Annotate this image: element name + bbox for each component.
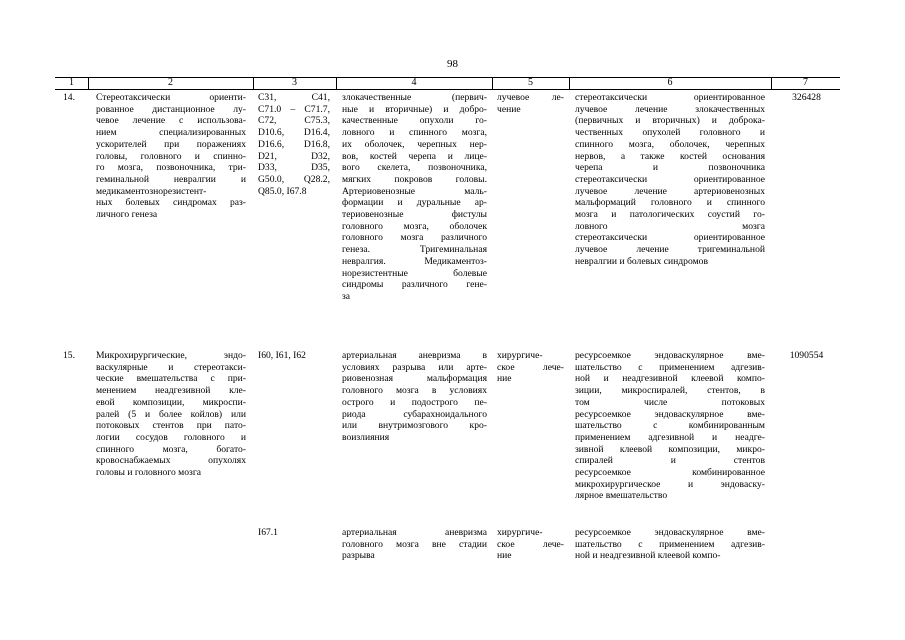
text-line: D16.6, D16.8,: [258, 138, 330, 150]
text-line: ресурсоемкое эндоваскулярное вме-: [575, 350, 765, 361]
text-line: ные и вторичные) и добро-: [342, 103, 487, 115]
text-line: Микрохирургические, эндо-: [96, 350, 246, 361]
text-line: норезистентные болевые: [342, 267, 487, 279]
text-line: формации и дуральные ар-: [342, 197, 487, 209]
text-line: васкулярные и стереотакси-: [96, 361, 246, 373]
text-line: разрыва: [342, 550, 375, 562]
text-line: ловного мозга: [575, 220, 765, 232]
text-line: за: [342, 290, 351, 302]
text-line: воизлияния: [342, 431, 390, 443]
text-line: невралгии и болевых синдромов: [575, 255, 708, 267]
text-line: Артериовенозные маль-: [342, 185, 487, 197]
text-line: зивной клеевой композиции, микро-: [575, 443, 765, 455]
text-line: лучевое ле-: [497, 92, 564, 103]
text-line: головного мозга различного: [342, 232, 487, 244]
text-line: стереотаксически ориентированное: [575, 92, 765, 103]
cell-method: [575, 92, 765, 268]
text-line: черепа и позвоночника: [575, 162, 765, 174]
text-line: ловного и спинного мозга,: [342, 127, 487, 139]
text-line: применением адгезивной и неадге-: [575, 431, 765, 443]
text-line: ускорителей при поражениях: [96, 138, 246, 150]
text-line: D33, D35,: [258, 162, 330, 174]
header-col-7: 7: [803, 77, 808, 88]
text-line: синдромы различного гене-: [342, 279, 487, 291]
text-line: ское лече-: [497, 361, 564, 373]
cell-treatment: [497, 92, 564, 115]
text-line: рованное дистанционное лу-: [96, 103, 246, 115]
text-line: условиях разрыва или арте-: [342, 361, 487, 373]
text-line: ресурсоемкое комбинированное: [575, 467, 765, 479]
cell-cost: 1090554: [789, 350, 824, 361]
text-line: евой композиции, микроспи-: [96, 396, 246, 408]
text-line: териовенозные фистулы: [342, 209, 487, 221]
text-line: нервов, а также костей основания: [575, 150, 765, 162]
text-line: Стереотаксически ориенти-: [96, 92, 246, 103]
text-line: кровоснабжаемых опухолях: [96, 455, 246, 467]
text-line: чевое лечение с использова-: [96, 115, 246, 127]
text-line: спиралей и стентов: [575, 455, 765, 467]
text-line: артериальная аневризма: [342, 527, 487, 538]
text-line: I60, I61, I62: [258, 350, 306, 361]
text-line: медикаментознорезистент-: [96, 185, 207, 197]
text-line: спинного мозга, оболочек, черепных: [575, 138, 765, 150]
text-line: головы и головного мозга: [96, 467, 202, 479]
row-number: 15.: [63, 350, 75, 361]
text-line: стереотаксически ориентированное: [575, 232, 765, 244]
text-line: мозга и патологических соустий го-: [575, 209, 765, 221]
text-line: лучевое лечение тригеминальной: [575, 244, 765, 256]
cell-codes: [258, 350, 330, 362]
text-line: лучевое лечение артериовенозных: [575, 185, 765, 197]
text-line: логии сосудов головного и: [96, 431, 246, 443]
text-line: ресурсоемкое эндоваскулярное вме-: [575, 408, 765, 420]
header-col-1: 1: [69, 77, 74, 88]
text-line: D10.6, D16.4,: [258, 127, 330, 139]
cell-codes: [258, 92, 330, 197]
cell-name: [96, 92, 246, 221]
cell-cost: 326428: [792, 92, 821, 103]
row-number: 14.: [63, 92, 75, 103]
text-line: шательство с комбинированным: [575, 420, 765, 432]
text-line: чение: [497, 103, 521, 115]
text-line: невралгия. Медикаментоз-: [342, 255, 487, 267]
text-line: артериальная аневризма в: [342, 350, 487, 361]
text-line: риовенозная мальформация: [342, 373, 487, 385]
text-line: хирургиче-: [497, 350, 543, 361]
text-line: Q85.0, I67.8: [258, 185, 307, 197]
text-line: I67.1: [258, 527, 278, 538]
text-line: головного мозга, оболочек: [342, 220, 487, 232]
text-line: хирургиче-: [497, 527, 543, 538]
text-line: ной и неадгезивной клеевой компо-: [575, 373, 765, 385]
cell-method: [575, 350, 765, 502]
text-line: геминальной невралгии и: [96, 173, 246, 185]
text-line: мягких покровов головы.: [342, 173, 487, 185]
text-line: G50.0, Q28.2,: [258, 173, 330, 185]
text-line: острого и подострого пе-: [342, 396, 487, 408]
text-line: шательство с применением адгезив-: [575, 361, 765, 373]
text-line: ское лече-: [497, 538, 564, 550]
text-line: менением неадгезивной кле-: [96, 385, 246, 397]
text-line: вов, костей черепа и лице-: [342, 150, 487, 162]
text-line: риода субарахноидального: [342, 408, 487, 420]
text-line: ресурсоемкое эндоваскулярное вме-: [575, 527, 765, 538]
text-line: их оболочек, черепных нер-: [342, 138, 487, 150]
text-line: ралей (5 и более койлов) или: [96, 408, 246, 420]
text-line: генеза. Тригеминальная: [342, 244, 487, 256]
cell-model: [342, 527, 487, 562]
text-line: головного мозга в условиях: [342, 385, 487, 397]
text-line: ческие вмешательства с при-: [96, 373, 246, 385]
text-line: или внутримозгового кро-: [342, 420, 487, 432]
text-line: (первичных и вторичных) и доброка-: [575, 115, 765, 127]
text-line: D21, D32,: [258, 150, 330, 162]
cell-model: [342, 350, 487, 444]
text-line: ных болевых синдромах раз-: [96, 197, 246, 209]
text-line: качественные опухоли го-: [342, 115, 487, 127]
text-line: ние: [497, 550, 512, 562]
header-col-4: 4: [411, 77, 417, 88]
cell-model: [342, 92, 487, 303]
cell-treatment: [497, 350, 564, 385]
header-col-2: 2: [168, 77, 173, 88]
text-line: спинного мозга, богато-: [96, 443, 246, 455]
text-line: C71.0 – C71.7,: [258, 103, 330, 115]
page-number: 98: [447, 58, 458, 70]
text-line: стереотаксически ориентированное: [575, 173, 765, 185]
cell-codes: [258, 527, 330, 539]
text-line: злокачественные (первич-: [342, 92, 487, 103]
text-line: головного мозга вне стадии: [342, 538, 487, 550]
text-line: микрохирургическое и эндоваску-: [575, 478, 765, 490]
cell-name: [96, 350, 246, 479]
text-line: нием специализированных: [96, 127, 246, 139]
text-line: мальформаций головного и спинного: [575, 197, 765, 209]
text-line: го мозга, позвоночника, три-: [96, 162, 246, 174]
text-line: головы, головного и спинно-: [96, 150, 246, 162]
header-col-6: 6: [667, 77, 673, 88]
text-line: C72, C75.3,: [258, 115, 330, 127]
header-col-3: 3: [292, 77, 297, 88]
header-col-5: 5: [528, 77, 533, 88]
text-line: ной и неадгезивной клеевой компо-: [575, 550, 721, 562]
cell-method: [575, 527, 765, 562]
text-line: шательство с применением адгезив-: [575, 538, 765, 550]
text-line: лучевое лечение злокачественных: [575, 103, 765, 115]
text-line: потоковых стентов при пато-: [96, 420, 246, 432]
text-line: том числе потоковых: [575, 396, 765, 408]
text-line: C31, C41,: [258, 92, 330, 103]
text-line: вого скелета, позвоночника,: [342, 162, 487, 174]
text-line: личного генеза: [96, 209, 158, 221]
text-line: зиции, микроспиралей, стентов, в: [575, 385, 765, 397]
header-bottom-rule: [55, 89, 840, 90]
text-line: чественных опухолей головного и: [575, 127, 765, 139]
cell-treatment: [497, 527, 564, 562]
text-line: ние: [497, 373, 512, 385]
text-line: лярное вмешательство: [575, 490, 668, 502]
